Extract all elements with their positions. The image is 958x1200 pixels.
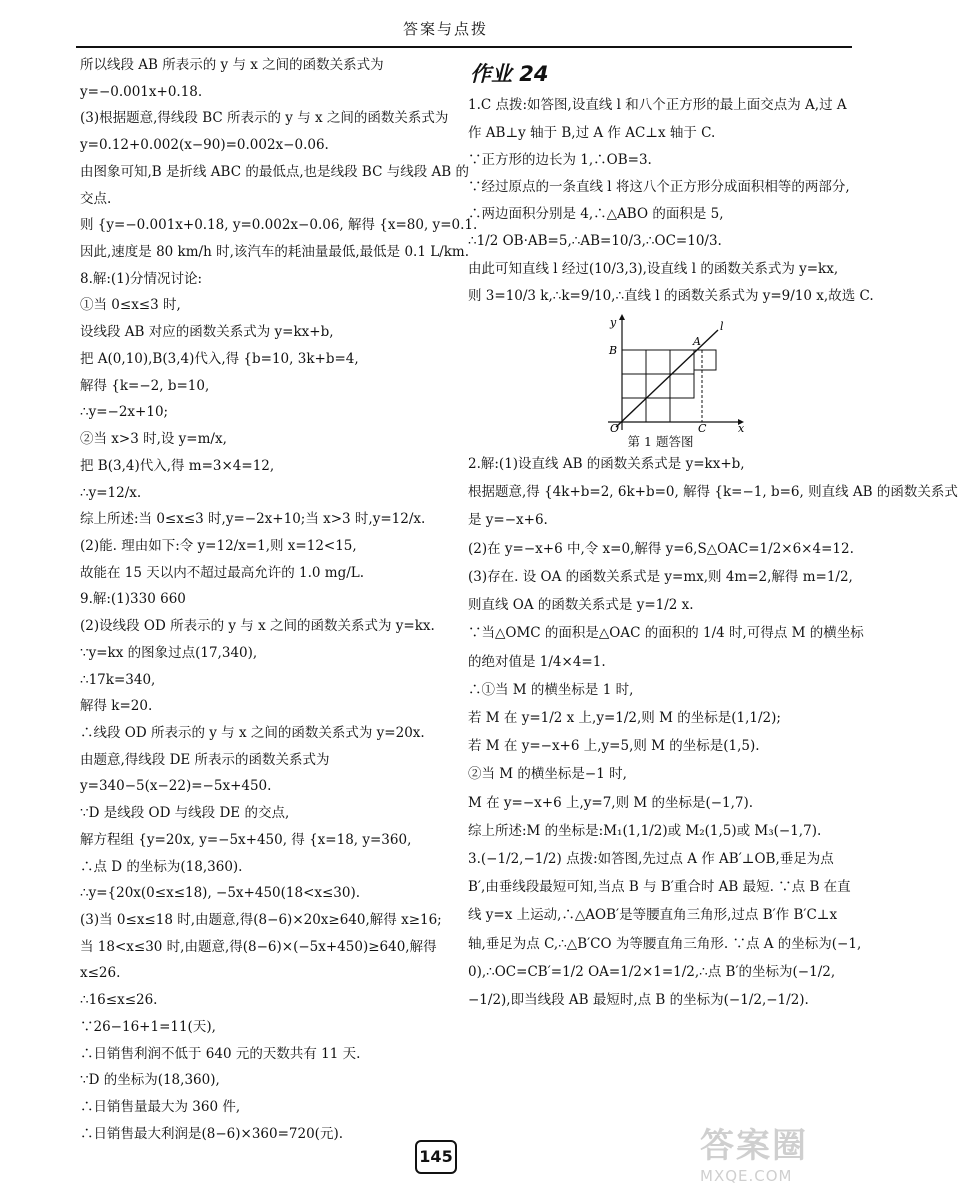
text-line: ②当 x>3 时,设 y=m/x,: [80, 431, 227, 448]
text-line: 轴,垂足为点 C,∴△B′CO 为等腰直角三角形. ∵点 A 的坐标为(−1,: [468, 935, 862, 952]
label-a: A: [693, 335, 701, 349]
text-line: 的绝对值是 1/4×4=1.: [468, 653, 606, 670]
label-b: B: [609, 344, 618, 358]
text-line: 2.解:(1)设直线 AB 的函数关系式是 y=kx+b,: [468, 455, 745, 472]
label-c: C: [698, 422, 707, 436]
text-line: 当 18<x≤30 时,由题意,得(8−6)×(−5x+450)≥640,解得: [80, 938, 437, 955]
text-line: 根据题意,得 {4k+b=2, 6k+b=0, 解得 {k=−1, b=6, 则直线 AB 的函数关系式: [468, 484, 958, 501]
text-line: 由题意,得线段 DE 所表示的函数关系式为: [80, 751, 330, 768]
text-line: ∴y=12/x.: [80, 484, 142, 501]
text-line: ②当 M 的横坐标是−1 时,: [468, 766, 627, 783]
header-rule: [76, 46, 852, 48]
text-line: 设线段 AB 对应的函数关系式为 y=kx+b,: [80, 324, 334, 341]
left-column: [80, 56, 478, 1151]
line-l: [616, 330, 718, 427]
grid-diagram: [588, 314, 748, 436]
text-line: ∵y=kx 的图象过点(17,340),: [80, 644, 258, 661]
label-x: x: [738, 422, 745, 436]
text-line: 解得 k=20.: [80, 698, 153, 715]
text-line: 是 y=−x+6.: [468, 512, 548, 529]
text-line: (2)在 y=−x+6 中,令 x=0,解得 y=6,S△OAC=1/2×6×4=12.: [468, 540, 854, 557]
right-text-after-figure: [468, 455, 958, 1009]
text-line: ∴两边面积分别是 4,∴△ABO 的面积是 5,: [468, 206, 724, 223]
watermark: [700, 1118, 850, 1188]
text-line: 则 3=10/3 k,∴k=9/10,∴直线 l 的函数关系式为 y=9/10 x,故选 C.: [468, 287, 874, 304]
figure-caption: 第 1 题答图: [627, 434, 694, 450]
text-line: (3)根据题意,得线段 BC 所表示的 y 与 x 之间的函数关系式为: [80, 110, 449, 127]
text-line: ∴17k=340,: [80, 671, 156, 688]
text-line: (2)能. 理由如下:令 y=12/x=1,则 x=12<15,: [80, 537, 357, 554]
text-line: 若 M 在 y=1/2 x 上,y=1/2,则 M 的坐标是(1,1/2);: [468, 709, 781, 726]
text-line: B′,由垂线段最短可知,当点 B 与 B′重合时 AB 最短. ∵点 B 在直: [468, 879, 851, 896]
label-y: y: [610, 316, 617, 330]
text-line: ∴y=−2x+10;: [80, 404, 169, 421]
text-line: ∴①当 M 的横坐标是 1 时,: [468, 681, 634, 698]
text-line: ∵D 的坐标为(18,360),: [80, 1072, 220, 1089]
text-line: (3)当 0≤x≤18 时,由题意,得(8−6)×20x≥640,解得 x≥16;: [80, 912, 442, 928]
page-number: 145: [415, 1140, 457, 1174]
text-line: ∴日销售最大利润是(8−6)×360=720(元).: [80, 1125, 344, 1142]
text-line: ∴线段 OD 所表示的 y 与 x 之间的函数关系式为 y=20x.: [80, 724, 425, 741]
text-line: 则直线 OA 的函数关系式是 y=1/2 x.: [468, 597, 694, 614]
text-line: 线 y=x 上运动,∴△AOB′是等腰直角三角形,过点 B′作 B′C⊥x: [468, 907, 838, 924]
text-line: 故能在 15 天以内不超过最高允许的 1.0 mg/L.: [80, 564, 365, 581]
text-line: 则 {y=−0.001x+0.18, y=0.002x−0.06, 解得 {x=80, y=0.1.: [80, 217, 478, 234]
text-line: ∴日销售量最大为 360 件,: [80, 1099, 241, 1116]
text-line: 解得 {k=−2, b=10,: [80, 377, 210, 394]
text-line: 解方程组 {y=20x, y=−5x+450, 得 {x=18, y=360,: [80, 831, 412, 848]
text-line: ∴1/2 OB·AB=5,∴AB=10/3,∴OC=10/3.: [468, 233, 722, 250]
text-line: ①当 0≤x≤3 时,: [80, 297, 181, 314]
answer-figure: [588, 314, 748, 436]
y-axis-arrow: [619, 314, 625, 320]
text-line: 作 AB⊥y 轴于 B,过 A 作 AC⊥x 轴于 C.: [468, 124, 716, 141]
label-origin: O: [610, 422, 620, 436]
text-line: 由此可知直线 l 经过(10/3,3),设直线 l 的函数关系式为 y=kx,: [468, 260, 839, 277]
text-line: (2)设线段 OD 所表示的 y 与 x 之间的函数关系式为 y=kx.: [80, 618, 435, 635]
text-line: ∴16≤x≤26.: [80, 992, 158, 1009]
text-line: ∴日销售利润不低于 640 元的天数共有 11 天.: [80, 1045, 361, 1062]
text-line: (3)存在. 设 OA 的函数关系式是 y=mx,则 4m=2,解得 m=1/2,: [468, 568, 853, 585]
text-line: ∵正方形的边长为 1,∴OB=3.: [468, 151, 652, 168]
text-line: y=340−5(x−22)=−5x+450.: [80, 778, 272, 795]
text-line: 所以线段 AB 所表示的 y 与 x 之间的函数关系式为: [80, 57, 384, 73]
page-header: [0, 10, 866, 50]
text-line: ∴y={20x(0≤x≤18), −5x+450(18<x≤30).: [80, 885, 361, 902]
right-text-before-figure: [468, 96, 874, 305]
text-line: 综上所述:M 的坐标是:M₁(1,1/2)或 M₂(1,5)或 M₃(−1,7).: [468, 822, 822, 839]
text-line: ∴点 D 的坐标为(18,360).: [80, 858, 243, 875]
text-line: ∵D 是线段 OD 与线段 DE 的交点,: [80, 805, 290, 822]
text-line: 由图象可知,B 是折线 ABC 的最低点,也是线段 BC 与线段 AB 的: [80, 163, 469, 180]
text-line: 综上所述:当 0≤x≤3 时,y=−2x+10;当 x>3 时,y=12/x.: [80, 511, 426, 528]
text-line: 交点.: [80, 190, 112, 207]
text-line: 把 A(0,10),B(3,4)代入,得 {b=10, 3k+b=4,: [80, 350, 359, 367]
text-line: 因此,速度是 80 km/h 时,该汽车的耗油量最低,最低是 0.1 L/km.: [80, 244, 469, 261]
text-line: 若 M 在 y=−x+6 上,y=5,则 M 的坐标是(1,5).: [468, 738, 760, 755]
text-line: M 在 y=−x+6 上,y=7,则 M 的坐标是(−1,7).: [468, 794, 754, 811]
section-title: 作业 24: [470, 62, 549, 86]
watermark-url: MXQE.COM: [700, 1167, 793, 1185]
text-line: 1.C 点拨:如答图,设直线 l 和八个正方形的最上面交点为 A,过 A: [468, 97, 847, 114]
text-line: 8.解:(1)分情况讨论:: [80, 270, 203, 287]
text-line: x≤26.: [80, 965, 121, 982]
header-title: 答案与点拨: [403, 20, 489, 38]
text-line: ∵当△OMC 的面积是△OAC 的面积的 1/4 时,可得点 M 的横坐标: [468, 625, 864, 642]
watermark-mark: 答案圈: [700, 1126, 808, 1166]
text-line: y=−0.001x+0.18.: [80, 83, 203, 100]
text-line: 3.(−1/2,−1/2) 点拨:如答图,先过点 A 作 AB′⊥OB,垂足为点: [468, 851, 834, 868]
text-line: y=0.12+0.002(x−90)=0.002x−0.06.: [80, 137, 329, 154]
right-column: [468, 56, 958, 1019]
text-line: 把 B(3,4)代入,得 m=3×4=12,: [80, 457, 275, 474]
label-l: l: [720, 320, 724, 334]
text-line: 9.解:(1)330 660: [80, 591, 186, 608]
text-line: −1/2),即当线段 AB 最短时,点 B 的坐标为(−1/2,−1/2).: [468, 992, 809, 1009]
text-line: ∵26−16+1=11(天),: [80, 1018, 216, 1035]
text-line: ∵经过原点的一条直线 l 将这八个正方形分成面积相等的两部分,: [468, 179, 850, 195]
text-line: 0),∴OC=CB′=1/2 OA=1/2×1=1/2,∴点 B′的坐标为(−1/2,: [468, 963, 836, 980]
